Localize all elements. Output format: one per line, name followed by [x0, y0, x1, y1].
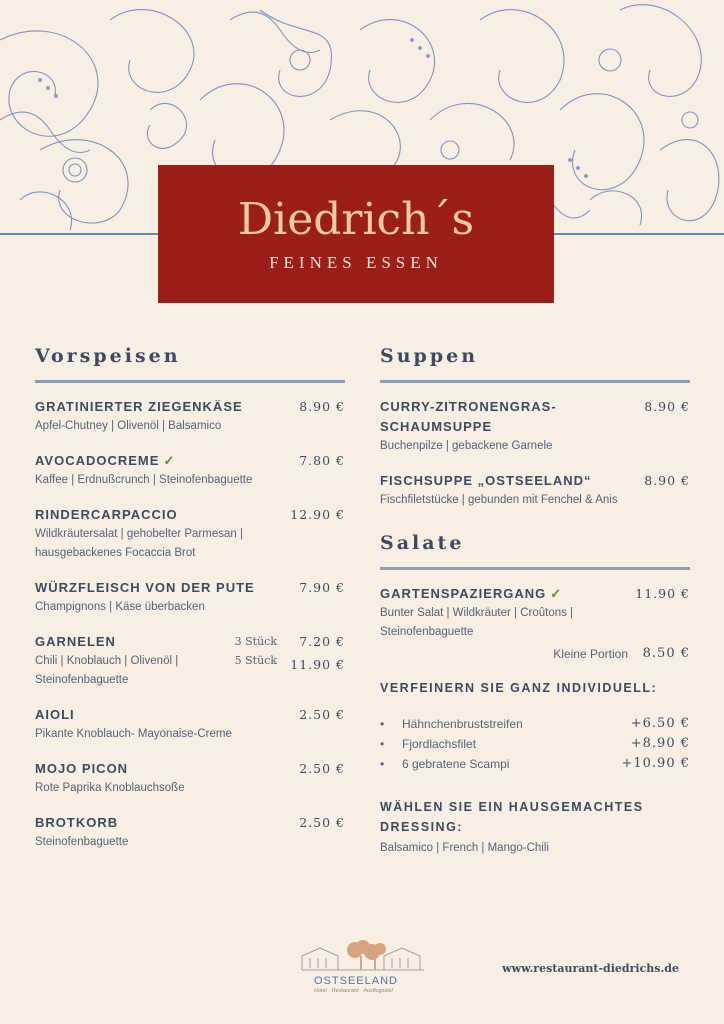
- item-description: Kaffee | Erdnußcrunch | Steinofenbaguette: [35, 474, 253, 486]
- menu-item: [35, 632, 345, 690]
- website-link[interactable]: www.restaurant-diedrichs.de: [502, 962, 679, 975]
- extra-price: +10.90 €: [621, 756, 690, 771]
- portion-label: 5 Stück: [234, 654, 277, 667]
- ostseeland-logo: [300, 940, 430, 1000]
- list-item: • Hähnchenbruststreifen +6.50 €: [380, 714, 690, 734]
- item-description: Buchenpilze | gebackene Garnele: [380, 440, 553, 452]
- list-item: • 6 gebratene Scampi +10.90 €: [380, 754, 690, 774]
- item-name: MOJO PICON: [35, 761, 129, 776]
- item-price: 7.80 €: [299, 453, 345, 468]
- item-description: Steinofenbaguette: [35, 836, 129, 848]
- item-name: CURRY-ZITRONENGRAS-SCHAUMSUPPE: [380, 399, 557, 434]
- list-item: • Fjordlachsfilet +8.90 €: [380, 734, 690, 754]
- item-name: GARNELEN: [35, 634, 116, 649]
- item-description: Bunter Salat | Wildkräuter | Croûtons | Steinofenbaguette: [380, 607, 574, 638]
- extra-price: +8.90 €: [630, 736, 690, 751]
- menu-item: [35, 813, 345, 852]
- item-price: 8.90 €: [644, 473, 690, 488]
- logo-tagline: Hotel · Restaurant · Ausflugsziel: [314, 988, 393, 994]
- menu-item: [35, 397, 345, 436]
- item-name: AVOCADOCREME: [35, 453, 160, 468]
- item-name: WÜRZFLEISCH VON DER PUTE: [35, 580, 255, 595]
- section-divider: [380, 380, 690, 383]
- item-description: Pikante Knoblauch- Mayonaise-Creme: [35, 728, 232, 740]
- restaurant-title-card: [158, 165, 554, 303]
- item-price: 2.50 €: [299, 761, 345, 776]
- item-name: AIOLI: [35, 707, 75, 722]
- dressing-options: Balsamico | French | Mango-Chili: [380, 842, 549, 854]
- item-description: Apfel-Chutney | Olivenöl | Balsamico: [35, 420, 222, 432]
- small-portion-label: Kleine Portion: [553, 647, 628, 661]
- dressing-heading: WÄHLEN SIE EIN HAUSGEMACHTES DRESSING:: [380, 800, 644, 834]
- menu-item: [35, 505, 345, 563]
- item-price: 2.50 €: [299, 815, 345, 830]
- item-price: 11.90 €: [635, 586, 690, 601]
- section-heading-suppen: Suppen: [380, 345, 479, 367]
- item-price: 12.90 €: [290, 507, 345, 522]
- item-price: 11.90 €: [290, 657, 345, 672]
- portion-label: 3 Stück: [234, 635, 277, 648]
- vegetarian-icon: ✓: [163, 453, 176, 468]
- section-heading-salate: Salate: [380, 532, 465, 554]
- item-description: Chili | Knoblauch | Olivenöl | Steinofenbaguette: [35, 655, 179, 686]
- small-portion-row: [380, 644, 690, 664]
- extras-list: [380, 714, 690, 774]
- logo-name: OSTSEELAND: [314, 975, 398, 987]
- item-price: 7.20 €: [299, 634, 345, 649]
- item-name: BROTKORB: [35, 815, 119, 830]
- item-name: RINDERCARPACCIO: [35, 507, 178, 522]
- item-price: 7.90 €: [299, 580, 345, 595]
- restaurant-subtitle: FEINES ESSEN: [269, 253, 443, 272]
- item-name: FISCHSUPPE „OSTSEELAND“: [380, 473, 592, 488]
- vorspeisen-section: [35, 345, 345, 867]
- menu-item: [380, 397, 690, 456]
- menu-item: [35, 451, 345, 490]
- vegetarian-icon: ✓: [550, 586, 563, 601]
- menu-item: [35, 705, 345, 744]
- menu-item: [35, 578, 345, 617]
- building-trees-icon: [300, 940, 430, 976]
- extras-heading: VERFEINERN SIE GANZ INDIVIDUELL:: [380, 681, 658, 695]
- small-portion-price: 8.50 €: [642, 646, 690, 661]
- section-divider: [380, 567, 690, 570]
- item-price: 8.90 €: [299, 399, 345, 414]
- suppen-salate-column: [380, 345, 690, 858]
- menu-item: [35, 759, 345, 798]
- restaurant-name: Diedrich´s: [237, 194, 475, 245]
- item-description: Fischfiletstücke | gebunden mit Fenchel & Anis: [380, 494, 618, 506]
- menu-item: [380, 471, 690, 510]
- item-name: GARTENSPAZIERGANG: [380, 586, 547, 601]
- item-description: Rote Paprika Knoblauchsoße: [35, 782, 185, 794]
- item-name: GRATINIERTER ZIEGENKÄSE: [35, 399, 243, 414]
- item-price: 8.90 €: [644, 399, 690, 414]
- item-description: Champignons | Käse überbacken: [35, 601, 205, 613]
- extra-price: +6.50 €: [630, 716, 690, 731]
- item-description: Wildkräutersalat | gehobelter Parmesan | hausgebackenes Focaccia Brot: [35, 528, 243, 559]
- section-heading-vorspeisen: Vorspeisen: [35, 345, 181, 367]
- item-price: 2.50 €: [299, 707, 345, 722]
- section-divider: [35, 380, 345, 383]
- menu-item: [380, 584, 690, 664]
